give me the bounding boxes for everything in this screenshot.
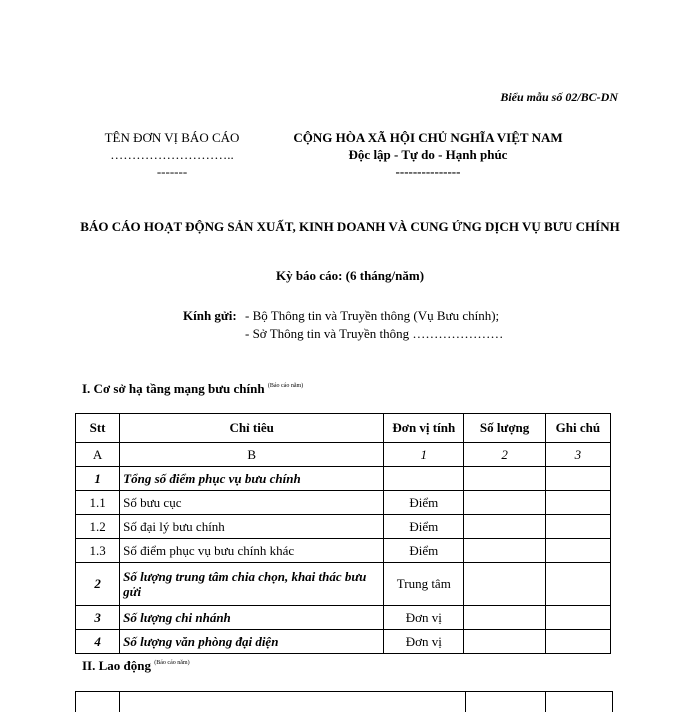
section-1-title: I. Cơ sở hạ tầng mạng bưu chính <box>82 381 265 396</box>
national-header <box>268 129 588 180</box>
recipient-line-2: - Sở Thông tin và Truyền thông ………………… <box>245 326 504 341</box>
row-quantity-cell[interactable] <box>464 563 545 606</box>
table-row <box>76 515 611 539</box>
table-row <box>76 563 611 606</box>
row-unit: Điểm <box>384 539 464 563</box>
nation-separator: --------------- <box>395 164 461 179</box>
row-unit: Điểm <box>384 491 464 515</box>
row-unit <box>384 467 464 491</box>
column-letter-row <box>76 443 611 467</box>
labor-table-top <box>75 691 613 712</box>
row-note-cell[interactable] <box>545 491 610 515</box>
row-stt: 1.1 <box>76 491 120 515</box>
recipient-label: Kính gửi: <box>183 308 237 323</box>
row-indicator: Số bưu cục <box>120 491 384 515</box>
row-stt: 2 <box>76 563 120 606</box>
header-quantity: Số lượng <box>464 414 545 443</box>
letter-a: A <box>76 443 120 467</box>
row-unit: Trung tâm <box>384 563 464 606</box>
section-2-title: II. Lao động <box>82 658 151 673</box>
header-note: Ghi chú <box>545 414 610 443</box>
row-note-cell[interactable] <box>545 539 610 563</box>
row-quantity-cell[interactable] <box>464 539 545 563</box>
reporting-unit-title: TÊN ĐƠN VỊ BÁO CÁO <box>104 130 240 145</box>
recipient-block <box>183 307 503 343</box>
row-note-cell[interactable] <box>545 515 610 539</box>
table-row <box>76 606 611 630</box>
table-row <box>76 491 611 515</box>
labor-table-divider <box>545 692 546 712</box>
letter-b: B <box>120 443 384 467</box>
row-quantity-cell[interactable] <box>464 630 545 654</box>
letter-3: 3 <box>545 443 610 467</box>
row-unit: Đơn vị <box>384 606 464 630</box>
labor-table-divider <box>465 692 466 712</box>
reporting-unit-separator: ------- <box>156 164 188 179</box>
row-stt: 1 <box>76 467 120 491</box>
row-stt: 1.2 <box>76 515 120 539</box>
form-code: Biểu mẫu số 02/BC-DN <box>500 90 618 104</box>
report-period: Kỳ báo cáo: (6 tháng/năm) <box>275 268 425 283</box>
header-stt: Stt <box>76 414 120 443</box>
header-indicator: Chỉ tiêu <box>120 414 384 443</box>
row-indicator: Số lượng trung tâm chia chọn, khai thác bưu gửi <box>120 563 384 606</box>
section-1-heading <box>82 381 303 397</box>
section-2-note: (Báo cáo năm) <box>154 660 190 666</box>
row-unit: Đơn vị <box>384 630 464 654</box>
row-stt: 1.3 <box>76 539 120 563</box>
reporting-unit-dots: ……………………….. <box>110 147 234 162</box>
recipient-line-1: - Bộ Thông tin và Truyền thông (Vụ Bưu chính); <box>245 308 500 323</box>
row-note-cell[interactable] <box>545 563 610 606</box>
nation-name: CỘNG HÒA XÃ HỘI CHỦ NGHĨA VIỆT NAM <box>293 130 563 145</box>
row-note-cell[interactable] <box>545 467 610 491</box>
row-unit: Điểm <box>384 515 464 539</box>
table-row <box>76 630 611 654</box>
row-note-cell[interactable] <box>545 630 610 654</box>
row-indicator: Số đại lý bưu chính <box>120 515 384 539</box>
section-2-heading <box>82 658 190 674</box>
row-indicator: Tổng số điểm phục vụ bưu chính <box>120 467 384 491</box>
report-title: BÁO CÁO HOẠT ĐỘNG SẢN XUẤT, KINH DOANH VÀ CUNG ỨNG DỊCH VỤ BƯU CHÍNH <box>80 219 620 234</box>
row-stt: 4 <box>76 630 120 654</box>
infrastructure-table <box>75 413 611 654</box>
row-quantity-cell[interactable] <box>464 491 545 515</box>
letter-1: 1 <box>384 443 464 467</box>
row-indicator: Số lượng chi nhánh <box>120 606 384 630</box>
section-1-note: (Báo cáo năm) <box>267 383 304 389</box>
nation-motto: Độc lập - Tự do - Hạnh phúc <box>348 147 508 162</box>
row-indicator: Số lượng văn phòng đại diện <box>120 630 384 654</box>
labor-table-divider <box>119 692 120 712</box>
row-note-cell[interactable] <box>545 606 610 630</box>
header-unit: Đơn vị tính <box>384 414 464 443</box>
row-indicator: Số điểm phục vụ bưu chính khác <box>120 539 384 563</box>
letter-2: 2 <box>464 443 545 467</box>
table-row <box>76 539 611 563</box>
row-quantity-cell[interactable] <box>464 515 545 539</box>
row-quantity-cell[interactable] <box>464 606 545 630</box>
table-row <box>76 467 611 491</box>
row-quantity-cell[interactable] <box>464 467 545 491</box>
row-stt: 3 <box>76 606 120 630</box>
reporting-unit-block <box>97 129 247 180</box>
